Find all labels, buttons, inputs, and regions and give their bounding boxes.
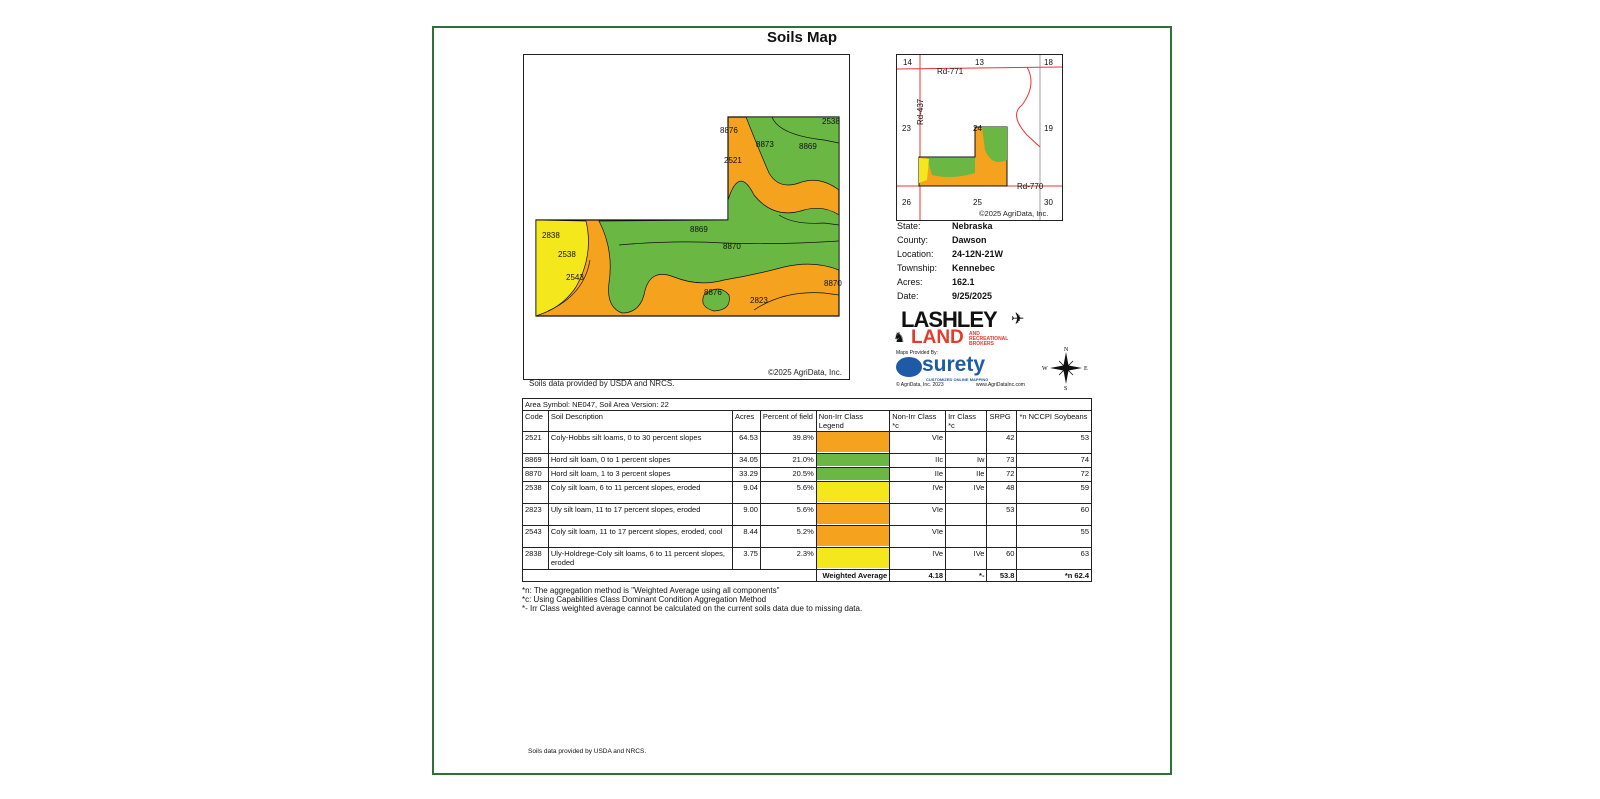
section-label: 19 <box>1044 124 1053 133</box>
weighted-srpg: 53.8 <box>987 570 1017 582</box>
map-label: 8870 <box>723 242 741 251</box>
soil-description: Coly-Hobbs silt loams, 0 to 30 percent slopes <box>548 432 732 454</box>
page-title: Soils Map <box>766 29 837 46</box>
section-label: 24 <box>973 124 982 133</box>
nccpi-soybeans: 74 <box>1017 454 1092 468</box>
info-row <box>897 233 1003 247</box>
col-header: Irr Class *c <box>946 411 987 432</box>
map-label: 2538 <box>558 250 576 259</box>
srpg: 60 <box>987 548 1017 570</box>
section-label: 14 <box>903 58 912 67</box>
irr-class <box>946 504 987 526</box>
info-value: Kennebec <box>952 263 996 273</box>
locator-map-canvas <box>897 55 1062 220</box>
soil-acres: 3.75 <box>733 548 761 570</box>
weighted-nccpi: *n 62.4 <box>1017 570 1092 582</box>
map-copyright: ©2025 AgriData, Inc. <box>768 368 842 377</box>
irr-class: IVe <box>946 482 987 504</box>
legend-color <box>817 454 889 466</box>
soil-description: Coly silt loam, 6 to 11 percent slopes, eroded <box>548 482 732 504</box>
logo-tagline-line: RECREATIONAL <box>969 336 1009 342</box>
legend-swatch <box>816 454 889 468</box>
compass-n: N <box>1064 347 1069 353</box>
section-label: 23 <box>902 124 911 133</box>
info-value: Dawson <box>952 235 987 245</box>
road-label: Rd-771 <box>937 67 964 76</box>
compass-w: W <box>1042 366 1048 372</box>
logo-tagline-line: AND <box>969 331 980 337</box>
map-source-note: Soils data provided by USDA and NRCS. <box>529 379 675 388</box>
table-row <box>523 548 1092 570</box>
compass-e: E <box>1084 366 1088 372</box>
logo-tagline <box>969 332 1008 347</box>
soils-map-canvas <box>524 55 849 379</box>
table-row <box>523 482 1092 504</box>
info-label: State: <box>897 221 921 231</box>
soil-acres: 8.44 <box>733 526 761 548</box>
info-value: Nebraska <box>952 221 993 231</box>
header-row <box>523 411 1092 432</box>
col-header: SRPG <box>987 411 1017 432</box>
weighted-label: Weighted Average <box>816 570 889 582</box>
info-row <box>897 261 1003 275</box>
info-row <box>897 289 1003 303</box>
map-label: 2538 <box>822 117 840 126</box>
col-header: Soil Description <box>548 411 732 432</box>
weighted-non-irr: 4.18 <box>890 570 946 582</box>
legend-swatch <box>816 548 889 570</box>
info-row <box>897 247 1003 261</box>
irr-class <box>946 432 987 454</box>
soil-percent: 2.3% <box>760 548 816 570</box>
soil-percent: 39.8% <box>760 432 816 454</box>
info-value: 24-12N-21W <box>952 249 1004 259</box>
map-label: 8870 <box>824 279 842 288</box>
deer-icon: ♞ <box>893 329 906 345</box>
surety-url: www.AgriDataInc.com <box>976 382 1025 388</box>
map-label: 2543 <box>566 273 584 282</box>
table-row <box>523 454 1092 468</box>
non-irr-class: IVe <box>890 548 946 570</box>
nccpi-soybeans: 72 <box>1017 468 1092 482</box>
non-irr-class: VIe <box>890 504 946 526</box>
soil-percent: 5.2% <box>760 526 816 548</box>
soils-table <box>522 398 1092 582</box>
legend-swatch <box>816 482 889 504</box>
srpg: 53 <box>987 504 1017 526</box>
soil-percent: 5.6% <box>760 482 816 504</box>
info-label: Date: <box>897 291 919 301</box>
compass-s: S <box>1064 386 1068 390</box>
legend-color <box>817 468 889 480</box>
map-label: 8869 <box>799 142 817 151</box>
irr-class: IVe <box>946 548 987 570</box>
table-row <box>523 432 1092 454</box>
map-label: 8873 <box>756 140 774 149</box>
footer-source: Soils data provided by USDA and NRCS. <box>528 748 647 755</box>
table-row <box>523 504 1092 526</box>
legend-color <box>817 504 889 524</box>
col-header: Non-Irr Class Legend <box>816 411 889 432</box>
info-value: 9/25/2025 <box>952 291 993 301</box>
table-row <box>523 468 1092 482</box>
info-row <box>897 219 1003 233</box>
non-irr-class: VIe <box>890 432 946 454</box>
nccpi-soybeans: 59 <box>1017 482 1092 504</box>
non-irr-class: IIc <box>890 454 946 468</box>
nccpi-soybeans: 55 <box>1017 526 1092 548</box>
legend-color <box>817 548 889 568</box>
soil-description: Uly silt loam, 11 to 17 percent slopes, eroded <box>548 504 732 526</box>
nccpi-soybeans: 63 <box>1017 548 1092 570</box>
non-irr-class: IVe <box>890 482 946 504</box>
soil-acres: 64.53 <box>733 432 761 454</box>
surety-wordmark: surety <box>922 353 986 376</box>
col-header: Non-Irr Class *c <box>890 411 946 432</box>
soil-percent: 5.6% <box>760 504 816 526</box>
section-label: 25 <box>973 198 982 207</box>
col-header: Acres <box>733 411 761 432</box>
area-symbol: Area Symbol: NE047, Soil Area Version: 22 <box>523 399 1092 411</box>
srpg: 73 <box>987 454 1017 468</box>
soil-description: Uly-Holdrege-Coly silt loams, 6 to 11 percent slopes, eroded <box>548 548 732 570</box>
map-label: 8876 <box>720 126 738 135</box>
surety-subtitle: CUSTOMIZED ONLINE MAPPING <box>926 377 989 382</box>
road-label: Rd-437 <box>916 98 925 125</box>
soil-description: Coly silt loam, 11 to 17 percent slopes, eroded, cool <box>548 526 732 548</box>
info-label: Township: <box>897 263 938 273</box>
srpg: 42 <box>987 432 1017 454</box>
non-irr-class: IIe <box>890 468 946 482</box>
locator-map[interactable] <box>896 54 1063 221</box>
info-value: 162.1 <box>952 277 975 287</box>
section-label: 18 <box>1044 58 1053 67</box>
soil-code: 2521 <box>523 432 549 454</box>
map-label: 8876 <box>704 288 722 297</box>
weighted-irr: *- <box>946 570 987 582</box>
globe-icon <box>896 357 922 377</box>
legend-color <box>817 526 889 546</box>
compass-rose <box>1039 346 1093 390</box>
property-info <box>897 219 1003 303</box>
soil-code: 8870 <box>523 468 549 482</box>
info-label: Location: <box>897 249 934 259</box>
area-symbol-row <box>523 399 1092 411</box>
nccpi-soybeans: 53 <box>1017 432 1092 454</box>
logo-land-text: LAND <box>911 327 964 348</box>
legend-color <box>817 432 889 452</box>
logo-tagline-line: BROKERS <box>969 341 995 347</box>
map-label: 8869 <box>690 225 708 234</box>
soil-code: 8869 <box>523 454 549 468</box>
legend-swatch <box>816 526 889 548</box>
section-label: 13 <box>975 58 984 67</box>
srpg <box>987 526 1017 548</box>
weighted-average-row <box>523 570 1092 582</box>
road-label: Rd-770 <box>1017 182 1044 191</box>
soil-percent: 20.5% <box>760 468 816 482</box>
note: *c: Using Capabilities Class Dominant Condition Aggregation Method <box>522 595 767 604</box>
info-label: County: <box>897 235 929 245</box>
soil-code: 2538 <box>523 482 549 504</box>
soil-percent: 21.0% <box>760 454 816 468</box>
col-header: Code <box>523 411 549 432</box>
maps-provided-by: Maps Provided By: <box>896 350 938 356</box>
soil-code: 2838 <box>523 548 549 570</box>
nccpi-soybeans: 60 <box>1017 504 1092 526</box>
section-label: 30 <box>1044 198 1053 207</box>
note: *n: The aggregation method is "Weighted Average using all components" <box>522 586 780 595</box>
srpg: 72 <box>987 468 1017 482</box>
lashley-land-logo <box>893 307 1033 351</box>
non-irr-class: VIe <box>890 526 946 548</box>
irr-class: Iw <box>946 454 987 468</box>
soil-acres: 9.00 <box>733 504 761 526</box>
legend-swatch <box>816 432 889 454</box>
logo-lashley-text: LASHLEY <box>901 307 997 332</box>
info-row <box>897 275 1003 289</box>
surety-copyright: © AgriData, Inc. 2023 <box>896 382 944 388</box>
map-label: 2521 <box>724 156 742 165</box>
info-label: Acres: <box>897 277 923 287</box>
note: *- Irr Class weighted average cannot be calculated on the current soils data due to missing data. <box>522 604 863 613</box>
soil-acres: 9.04 <box>733 482 761 504</box>
legend-color <box>817 482 889 502</box>
soil-acres: 33.29 <box>733 468 761 482</box>
soil-code: 2823 <box>523 504 549 526</box>
irr-class: IIe <box>946 468 987 482</box>
soil-description: Hord silt loam, 1 to 3 percent slopes <box>548 468 732 482</box>
irr-class <box>946 526 987 548</box>
table-row <box>523 526 1092 548</box>
legend-swatch <box>816 468 889 482</box>
section-label: 26 <box>902 198 911 207</box>
srpg: 48 <box>987 482 1017 504</box>
compass-icon <box>1039 346 1093 390</box>
legend-swatch <box>816 504 889 526</box>
soil-code: 2543 <box>523 526 549 548</box>
locator-copyright: ©2025 AgriData, Inc. <box>979 209 1049 218</box>
map-label: 2823 <box>750 296 768 305</box>
map-label: 2838 <box>542 231 560 240</box>
surety-logo <box>896 350 1036 388</box>
page-frame <box>432 26 1172 775</box>
col-header: Percent of field <box>760 411 816 432</box>
table-notes <box>522 586 862 613</box>
weighted-spacer <box>523 570 817 582</box>
soil-description: Hord silt loam, 0 to 1 percent slopes <box>548 454 732 468</box>
duck-icon: ✈ <box>1011 311 1025 328</box>
soils-map[interactable] <box>523 54 850 380</box>
soil-acres: 34.05 <box>733 454 761 468</box>
col-header: *n NCCPI Soybeans <box>1017 411 1092 432</box>
